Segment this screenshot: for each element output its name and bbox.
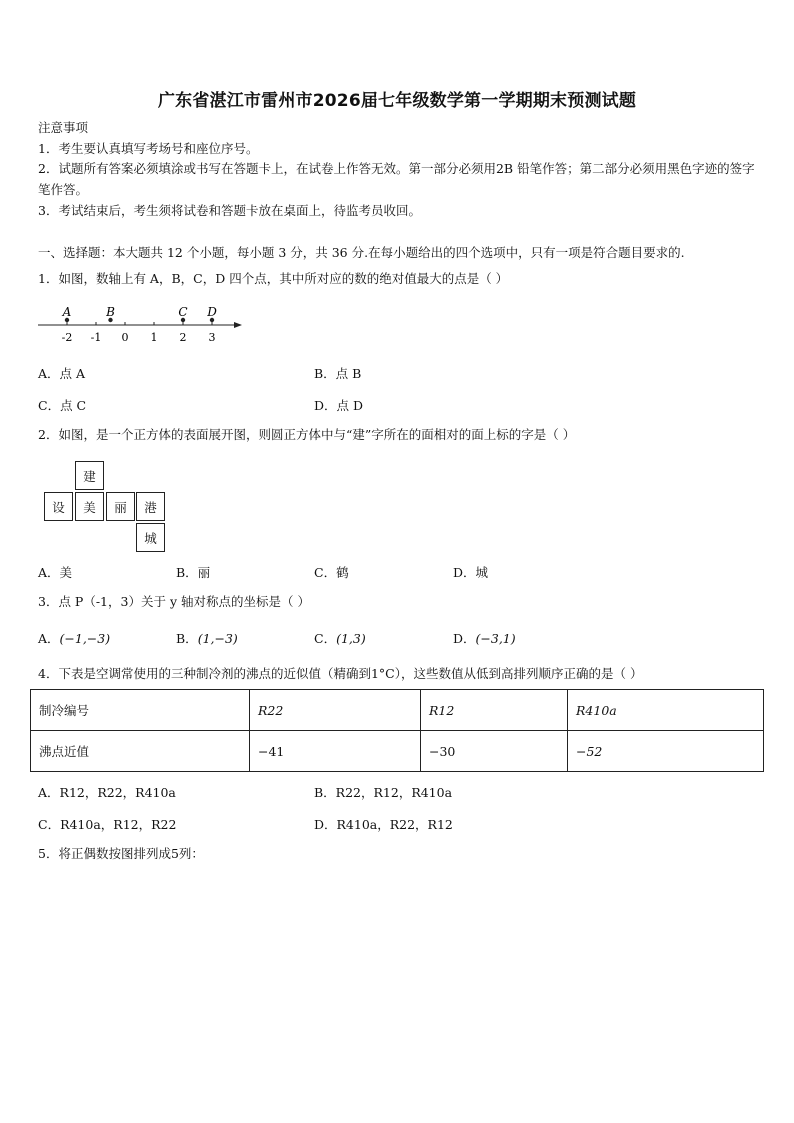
q3-option-d-letter: D． <box>453 631 476 646</box>
point-label: C <box>178 305 188 319</box>
table-cell: 沸点近值 <box>31 731 250 772</box>
q4-option-a[interactable]: A．R12，R22，R410a <box>38 785 176 800</box>
q3-option-b[interactable] <box>176 629 238 647</box>
notice-3: 3．考试结束后，考生须将试卷和答题卡放在桌面上，待监考员收回。 <box>38 203 421 218</box>
tick-label: -1 <box>90 331 102 344</box>
q3-option-b-letter: B． <box>176 631 198 646</box>
page-title: 广东省湛江市雷州市2026届七年级数学第一学期期末预测试题 <box>157 91 637 111</box>
q3-option-c[interactable] <box>314 629 366 647</box>
q4-option-b[interactable]: B．R22，R12，R410a <box>314 785 453 800</box>
table-cell: −41 <box>250 731 421 772</box>
table-cell: 制冷编号 <box>31 690 250 731</box>
q3-option-d[interactable] <box>453 629 516 647</box>
q5-stem: 5．将正偶数按图排列成5列： <box>38 846 204 861</box>
cube-net-figure <box>44 461 169 553</box>
net-cell-1: 设 <box>44 492 73 521</box>
tick-label: 1 <box>150 331 158 344</box>
number-line-figure <box>30 300 250 350</box>
q3-option-a-letter: A． <box>38 631 60 646</box>
q1-option-b[interactable]: B．点 B <box>314 366 362 381</box>
net-cell-top: 建 <box>75 461 104 490</box>
q3-option-c-letter: C． <box>314 631 337 646</box>
q3-stem: 3．点 P（-1，3）关于 y 轴对称点的坐标是（ ） <box>38 594 310 609</box>
number-line-arrow <box>234 322 242 328</box>
table-cell: −52 <box>568 731 764 772</box>
tick-label: 3 <box>208 331 216 344</box>
q4-option-d[interactable]: D．R410a，R22，R12 <box>314 817 453 832</box>
notice-2: 2．试题所有答案必须填涂或书写在答题卡上，在试卷上作答无效。第一部分必须用2B 铅笔作答；第二部分必须用黑色字迹的签字笔作答。 <box>38 161 755 197</box>
q1-stem: 1．如图，数轴上有 A，B，C，D 四个点，其中所对应的数的绝对值最大的点是（ ） <box>38 271 509 286</box>
q3-option-a[interactable] <box>38 629 110 647</box>
tick-label: 2 <box>179 331 187 344</box>
q2-option-c[interactable]: C．鹤 <box>314 565 349 580</box>
q2-option-d[interactable]: D．城 <box>453 565 489 580</box>
q3-option-d-value: (−3,1) <box>475 631 516 646</box>
section-heading: 一、选择题：本大题共 12 个小题，每小题 3 分，共 36 分.在每小题给出的四个选项中，只有一项是符合题目要求的. <box>38 245 685 260</box>
q3-option-c-value: (1,3) <box>336 631 366 646</box>
q1-option-a[interactable]: A．点 A <box>38 366 86 381</box>
table-row <box>31 690 764 731</box>
q3-option-a-value: (−1,−3) <box>59 631 111 646</box>
notice-1: 1．考生要认真填写考场号和座位序号。 <box>38 141 259 156</box>
q4-stem: 4．下表是空调常使用的三种制冷剂的沸点的近似值（精确到1°C），这些数值从低到高排列顺序正确的是（ ） <box>38 666 643 681</box>
table-cell: −30 <box>421 731 568 772</box>
q2-stem: 2．如图，是一个正方体的表面展开图，则圆正方体中与“建”字所在的面相对的面上标的字是（ ） <box>38 427 576 442</box>
q3-option-b-value: (1,−3) <box>197 631 238 646</box>
table-cell: R22 <box>250 690 421 731</box>
q1-option-d[interactable]: D．点 D <box>314 398 364 413</box>
refrigerant-table <box>30 689 764 772</box>
table-cell: R12 <box>421 690 568 731</box>
net-cell-3: 丽 <box>106 492 135 521</box>
q2-option-b[interactable]: B．丽 <box>176 565 211 580</box>
point-label: D <box>207 305 217 319</box>
table-cell: R410a <box>568 690 764 731</box>
net-cell-4: 港 <box>136 492 165 521</box>
q2-option-a[interactable]: A．美 <box>38 565 73 580</box>
tick-label: 0 <box>121 331 129 344</box>
net-cell-bottom: 城 <box>136 523 165 552</box>
tick-label: -2 <box>61 331 73 344</box>
table-row <box>31 731 764 772</box>
notice-heading: 注意事项 <box>38 120 89 135</box>
q1-option-c[interactable]: C．点 C <box>38 398 87 413</box>
q4-option-c[interactable]: C．R410a，R12，R22 <box>38 817 177 832</box>
point-label: B <box>106 305 115 319</box>
point-label: A <box>62 305 72 319</box>
net-cell-2: 美 <box>75 492 104 521</box>
